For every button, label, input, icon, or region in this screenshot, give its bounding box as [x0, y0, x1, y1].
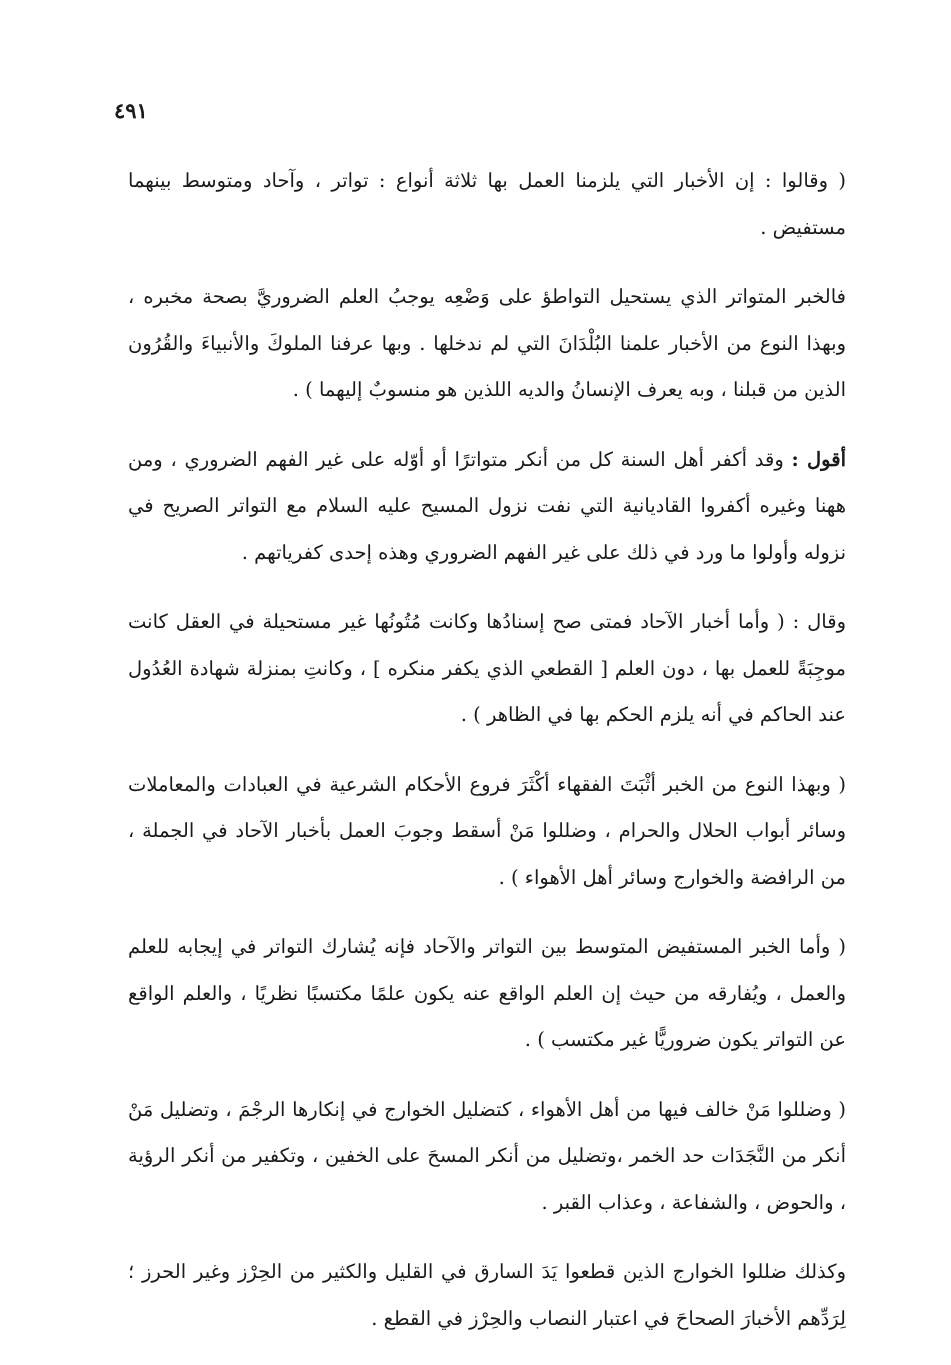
paragraph-4	[128, 599, 846, 739]
page-number: ٤٩١	[114, 98, 148, 123]
paragraph-2	[128, 274, 846, 414]
paragraph-1	[128, 158, 846, 251]
paragraph-lead: أقول :	[791, 447, 846, 471]
paragraph-text: ( وضللوا مَنْ خالف فيها من أهل الأهواء ، كتضليل الخوارج في إنكارها الرجْمَ ، وتضليل مَنْ أنكر من النَّجَدَات حد الخمر ،وتضليل من أنكر المسحَ على الخفين ، وتكفير من أنكر الرؤية ، والحوض ، والشفاعة ، وعذاب القبر .	[128, 1097, 846, 1214]
paragraph-7	[128, 1087, 846, 1227]
paragraph-6	[128, 924, 846, 1064]
paragraph-text: وقال : ( وأما أخبار الآحاد فمتى صح إسنادُها وكانت مُتُونُها غير مستحيلة في العقل كانت موجِبَةً للعمل بها ، دون العلم [ القطعي الذي يكفر منكره ] ، وكانتِ بمنزلة شهادة العُدُول عند الحاكم في أنه يلزم الحكم بها في الظاهر ) .	[128, 610, 846, 726]
paragraph-3	[128, 437, 846, 577]
paragraph-8	[128, 1249, 846, 1342]
paragraph-text: ( وقالوا : إن الأخبار التي يلزمنا العمل بها ثلاثة أنواع : تواتر ، وآحاد ومتوسط بينهما مستفيض .	[128, 169, 846, 239]
paragraph-text: فالخبر المتواتر الذي يستحيل التواطؤ على وَضْعِه يوجبُ العلم الضروريَّ بصحة مخبره ، وبهذا النوع من الأخبار علمنا البُلْدَانَ التي لم ندخلها . وبها عرفنا الملوكَ والأنبياءَ والقُرُون الذين من قبلنا ، وبه يعرف الإنسانُ والديه اللذين هو منسوبٌ إليهما ) .	[128, 285, 846, 401]
paragraph-text: ( وبهذا النوع من الخبر أثْبَتَ الفقهاء أكْثَرَ فروع الأحكام الشرعية في العبادات والمعاملات وسائر أبواب الحلال والحرام ، وضللوا مَنْ أسقط وجوبَ العمل بأخبار الآحاد في الجملة ، من الرافضة والخوارج وسائر أهل الأهواء ) .	[128, 772, 846, 889]
paragraph-text: ( وأما الخبر المستفيض المتوسط بين التواتر والآحاد فإنه يُشارك التواتر في إيجابه للعلم والعمل ، ويُفارقه من حيث إن العلم الواقع عنه يكون علمًا مكتسبًا نظريًا ، والعلم الواقع عن التواتر يكون ضروريًّا غير مكتسب ) .	[128, 935, 846, 1051]
paragraph-text: وقد أكفر أهل السنة كل من أنكر متواترًا أو أوّله على غير الفهم الضروري ، ومن ههنا وغيره أكفروا القاديانية التي نفت نزول المسيح عليه السلام مع التواتر الصريح في نزوله وأولوا ما ورد في ذلك على غير الفهم الضروري وهذه إحدى كفرياتهم .	[128, 447, 846, 564]
paragraph-5	[128, 762, 846, 902]
paragraph-text: وكذلك ضللوا الخوارج الذين قطعوا يَدَ السارق في القليل والكثير من الحِرْز وغير الحرز ؛ لِرَدِّهم الأخبارَ الصحاحَ في اعتبار النصاب والحِرْز في القطع .	[128, 1260, 846, 1330]
body-text	[128, 158, 846, 1365]
